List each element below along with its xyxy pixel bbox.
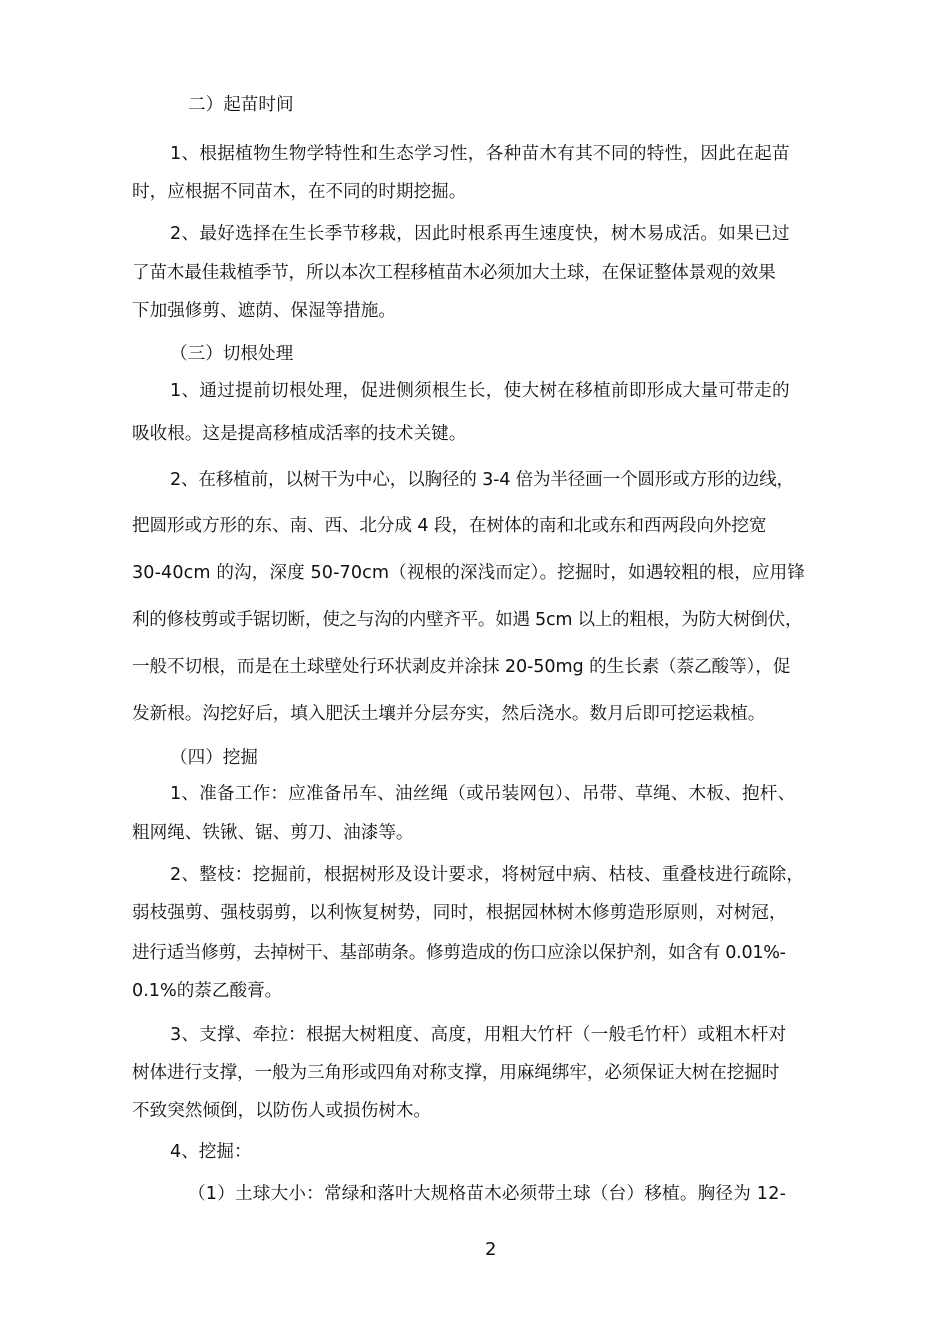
paragraph-line: 时，应根据不同苗木，在不同的时期挖掘。 [132, 182, 467, 202]
section-heading-root-cutting: （三）切根处理 [170, 344, 294, 364]
section-heading-excavation: （四）挖掘 [170, 748, 258, 768]
paragraph-line: 树体进行支撑，一般为三角形或四角对称支撑，用麻绳绑牢，必须保证大树在挖掘时 [132, 1063, 780, 1083]
paragraph-line: 发新根。沟挖好后，填入肥沃土壤并分层夯实，然后浇水。数月后即可挖运栽植。 [132, 704, 766, 724]
paragraph-line: 4、挖掘： [170, 1142, 252, 1162]
paragraph-line: 吸收根。这是提高移植成活率的技术关键。 [132, 424, 467, 444]
paragraph-line: 下加强修剪、遮荫、保湿等措施。 [132, 301, 396, 321]
paragraph-line: 把圆形或方形的东、南、西、北分成 4 段，在树体的南和北或东和西两段向外挖宽 [132, 516, 767, 536]
paragraph-line: 2、最好选择在生长季节移栽，因此时根系再生速度快，树木易成活。如果已过 [170, 224, 790, 244]
paragraph-line: 1、准备工作：应准备吊车、油丝绳（或吊装网包）、吊带、草绳、木板、抱杆、 [170, 784, 796, 804]
paragraph-line: 0.1%的萘乙酸膏。 [132, 981, 283, 1001]
paragraph-line: 进行适当修剪，去掉树干、基部萌条。修剪造成的伤口应涂以保护剂，如含有 0.01%- [132, 943, 786, 963]
paragraph-line: 不致突然倾倒，以防伤人或损伤树木。 [132, 1101, 432, 1121]
page-number: 2 [485, 1239, 497, 1260]
paragraph-line: 2、整枝：挖掘前，根据树形及设计要求，将树冠中病、枯枝、重叠枝进行疏除， [170, 865, 805, 885]
paragraph-line: 弱枝强剪、强枝弱剪，以利恢复树势，同时，根据园林树木修剪造形原则，对树冠， [132, 903, 787, 923]
paragraph-line: 利的修枝剪或手锯切断，使之与沟的内壁齐平。如遇 5cm 以上的粗根，为防大树倒伏， [132, 610, 803, 630]
paragraph-line: 1、通过提前切根处理，促进侧须根生长，使大树在移植前即形成大量可带走的 [170, 381, 790, 401]
paragraph-line: （1）土球大小：常绿和落叶大规格苗木必须带土球（台）移植。胸径为 12- [188, 1184, 787, 1204]
paragraph-line: 30-40cm 的沟，深度 50-70cm（视根的深浅而定）。挖掘时，如遇较粗的根，应用锋 [132, 563, 805, 583]
paragraph-line: 1、根据植物生物学特性和生态学习性，各种苗木有其不同的特性，因此在起苗 [170, 144, 790, 164]
paragraph-line: 粗网绳、铁锹、锯、剪刀、油漆等。 [132, 823, 414, 843]
paragraph-line: 了苗木最佳栽植季节，所以本次工程移植苗木必须加大土球，在保证整体景观的效果 [132, 263, 776, 283]
paragraph-line: 一般不切根，而是在土球壁处行环状剥皮并涂抹 20-50mg 的生长素（萘乙酸等），促 [132, 657, 791, 677]
paragraph-line: 2、在移植前，以树干为中心，以胸径的 3-4 倍为半径画一个圆形或方形的边线， [170, 470, 794, 490]
paragraph-line: 3、支撑、牵拉：根据大树粗度、高度，用粗大竹杆（一般毛竹杆）或粗木杆对 [170, 1025, 787, 1045]
section-heading-seedling-time: 二）起苗时间 [188, 95, 294, 115]
